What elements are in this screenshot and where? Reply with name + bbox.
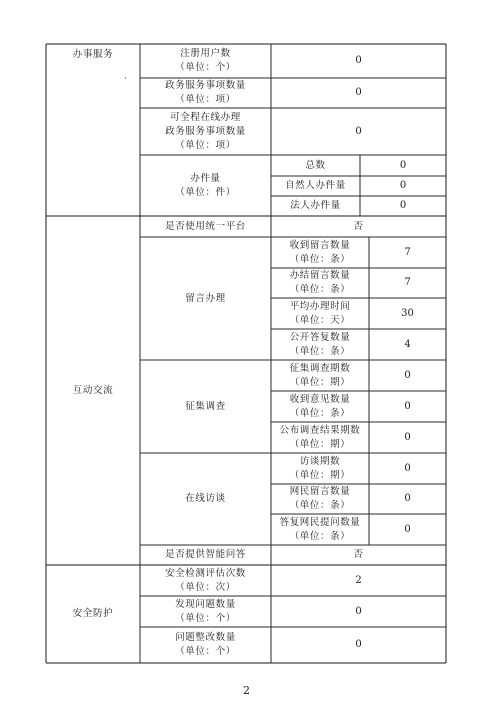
- label-unit: （单位：条）: [289, 500, 351, 511]
- label-line: 收到意见数量: [289, 393, 351, 405]
- section-title-text: 互动交流: [72, 384, 114, 396]
- value-survey-item: 0: [404, 431, 411, 443]
- value-smart-qa: 否: [353, 549, 364, 560]
- label-unit: （单位：个）: [175, 646, 236, 657]
- scan-mark: ،: [124, 72, 127, 81]
- label-messages: 留言办理: [185, 292, 226, 304]
- label-unit: （单位：次）: [175, 581, 236, 593]
- label-unit: （单位：期）: [289, 376, 351, 388]
- value-security-item: 0: [355, 639, 362, 650]
- value-handled-legal: 0: [399, 200, 407, 211]
- label-unit: （单位：条）: [289, 407, 351, 419]
- label-handled-natural: 自然人办件量: [285, 180, 346, 191]
- label-security-item: [140, 627, 271, 663]
- value-interview-item: 0: [404, 523, 411, 535]
- label-handled: [140, 155, 271, 216]
- label-line: 政务服务事项数量: [165, 80, 246, 91]
- label-line: 平均办理时间: [289, 300, 351, 312]
- value-survey-item: 0: [404, 369, 411, 381]
- label-unit: （单位：件）: [175, 186, 236, 198]
- label-line: 公布调查结果期数: [279, 424, 361, 436]
- label-unit: （单位：期）: [289, 438, 351, 450]
- label-line: 网民留言数量: [289, 486, 351, 497]
- label-unified-platform: 是否使用统一平台: [165, 220, 246, 232]
- section-title-text: 办事服务: [72, 49, 114, 60]
- value-interview-item: 0: [404, 493, 411, 504]
- label-line: 办结留言数量: [289, 270, 351, 281]
- value-message-item: 7: [404, 277, 411, 288]
- value-handled-total: 0: [399, 159, 407, 171]
- label-unit: （单位：条）: [289, 253, 351, 265]
- label-unit: （单位：天）: [289, 314, 351, 326]
- label-line: 发现问题数量: [175, 598, 236, 610]
- label-message-item: [271, 298, 369, 329]
- label-survey-item: [271, 360, 369, 391]
- label-survey: 征集调查: [185, 400, 226, 412]
- label-line: 收到留言数量: [289, 239, 351, 251]
- label-line: 注册用户数: [180, 48, 231, 59]
- label-line: 访谈期数: [299, 455, 341, 467]
- section-title-text: 安全防护: [72, 608, 114, 619]
- value-handled-natural: 0: [399, 180, 407, 191]
- label-line: 问题整改数量: [175, 632, 236, 643]
- value-registered-users: 0: [355, 55, 362, 66]
- label-line: 办件量: [190, 172, 221, 184]
- label-registered-users: [140, 44, 271, 78]
- value-unified-platform: 否: [353, 220, 364, 232]
- value-security-item: 0: [355, 605, 362, 617]
- label-interview: 在线访谈: [185, 493, 226, 504]
- label-survey-item: [271, 391, 369, 422]
- label-unit: （单位：项）: [175, 94, 236, 105]
- label-interview-item: [271, 453, 369, 484]
- label-line: 公开答复数量: [289, 331, 351, 343]
- label-handled-total: 总数: [305, 159, 326, 171]
- label-unit: （单位：个）: [175, 612, 236, 624]
- section-title-interaction: [46, 216, 140, 565]
- value-security-item: 2: [355, 574, 362, 586]
- value-interview-item: 0: [404, 462, 411, 474]
- label-line: 征集调查期数: [289, 362, 351, 374]
- label-online-items: [140, 108, 271, 155]
- label-unit: （单位：条）: [289, 284, 351, 295]
- label-smart-qa: 是否提供智能问答: [165, 549, 246, 560]
- page-number: 2: [243, 684, 250, 697]
- value-message-item: 30: [401, 307, 414, 319]
- label-line: 可全程在线办理: [170, 111, 241, 123]
- label-line: 答复网民提问数量: [279, 516, 361, 528]
- label-message-item: [271, 237, 369, 268]
- value-service-items: 0: [355, 87, 362, 98]
- label-survey-item: [271, 422, 369, 453]
- value-online-items: 0: [355, 125, 362, 137]
- value-survey-item: 0: [404, 400, 411, 412]
- label-message-item: [271, 329, 369, 360]
- label-handled-legal: 法人办件量: [290, 200, 341, 211]
- label-unit: （单位：条）: [289, 530, 351, 542]
- label-security-item: [140, 565, 271, 596]
- label-interview-item: [271, 514, 369, 545]
- label-security-item: [140, 596, 271, 627]
- label-interview-item: [271, 484, 369, 514]
- section-title-security: [46, 565, 140, 663]
- label-unit: （单位：项）: [175, 139, 236, 151]
- label-line: 政务服务事项数量: [165, 125, 246, 137]
- value-message-item: 7: [404, 246, 411, 258]
- label-service-items: [140, 78, 271, 108]
- label-line: 安全检测评估次数: [165, 567, 246, 579]
- label-unit: （单位：期）: [289, 469, 351, 481]
- label-unit: （单位：个）: [175, 62, 236, 73]
- label-unit: （单位：条）: [289, 345, 351, 357]
- value-message-item: 4: [404, 338, 411, 350]
- section-title-business: [46, 44, 140, 66]
- label-message-item: [271, 268, 369, 298]
